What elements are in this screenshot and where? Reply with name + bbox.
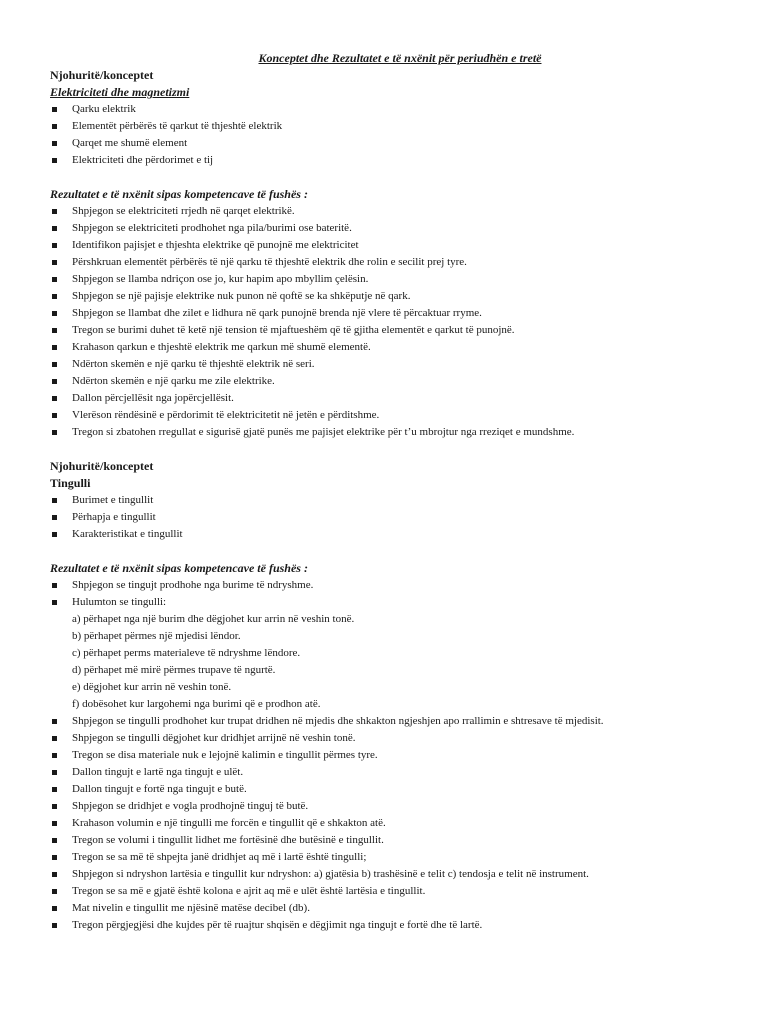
list-item: Dallon përcjellësit nga jopërcjellësit. <box>50 390 750 407</box>
list-item: Mat nivelin e tingullit me njësinë matëse decibel (db). <box>50 900 750 917</box>
list-item: Përhapja e tingullit <box>50 509 750 526</box>
list-item: Identifikon pajisjet e thjeshta elektrike që punojnë me elektricitet <box>50 237 750 254</box>
document-page <box>50 50 750 934</box>
list-item: Shpjegon se llamba ndriçon ose jo, kur hapim apo mbyllim çelësin. <box>50 271 750 288</box>
list-item: Tregon se disa materiale nuk e lejojnë kalimin e tingullit përmes tyre. <box>50 747 750 764</box>
sub-item: f) dobësohet kur largohemi nga burimi që e prodhon atë. <box>72 698 321 710</box>
list-item: Elementët përbërës të qarkut të thjeshtë elektrik <box>50 118 750 135</box>
list-item: Përshkruan elementët përbërës të një qarku të thjeshtë elektrik dhe rolin e secilit prej tyre. <box>50 254 750 271</box>
list-item: Krahason qarkun e thjeshtë elektrik me qarkun më shumë elementë. <box>50 339 750 356</box>
section1-results-heading: Rezultatet e të nxënit sipas kompetencave të fushës : <box>50 187 308 201</box>
section2-results-list <box>50 577 750 611</box>
list-item: Shpjegon si ndryshon lartësia e tingullit kur ndryshon: a) gjatësia b) trashësinë e telit c) tendosja e telit në instrument. <box>50 866 750 883</box>
list-item: Ndërton skemën e një qarku me zile elektrike. <box>50 373 750 390</box>
list-item: Burimet e tingullit <box>50 492 750 509</box>
spacer <box>50 169 750 186</box>
section1-subheading: Elektriciteti dhe magnetizmi <box>50 85 190 99</box>
list-item: Elektriciteti dhe përdorimet e tij <box>50 152 750 169</box>
list-item: Krahason volumin e një tingulli me forcën e tingullit që e shkakton atë. <box>50 815 750 832</box>
list-item: Qarqet me shumë element <box>50 135 750 152</box>
section2-results-heading: Rezultatet e të nxënit sipas kompetencave të fushës : <box>50 561 308 575</box>
list-item: Hulumton se tingulli: <box>50 594 750 611</box>
sub-item: a) përhapet nga një burim dhe dëgjohet kur arrin në veshin tonë. <box>72 613 355 625</box>
list-item: Qarku elektrik <box>50 101 750 118</box>
section2-subheading: Tingulli <box>50 476 91 490</box>
spacer <box>50 543 750 560</box>
sub-item: b) përhapet përmes një mjedisi lëndor. <box>72 630 241 642</box>
list-item: Tregon si zbatohen rregullat e sigurisë gjatë punës me pajisjet elektrike për t’u mbrojtur nga rreziqet e mundshme. <box>50 424 750 441</box>
section1-concepts-list <box>50 101 750 169</box>
sub-item: c) përhapet perms materialeve të ndryshme lëndore. <box>72 647 301 659</box>
section2-results-list-continued <box>50 713 750 934</box>
spacer <box>50 441 750 458</box>
list-item: Tregon se sa më e gjatë është kolona e ajrit aq më e ulët është lartësia e tingullit. <box>50 883 750 900</box>
list-item: Shpjegon se tingulli prodhohet kur trupat dridhen në mjedis dhe shkakton ngjeshjen apo rrallimin e shtresave të mjedisit. <box>50 713 750 730</box>
list-item: Karakteristikat e tingullit <box>50 526 750 543</box>
list-item: Shpjegon se një pajisje elektrike nuk punon në qoftë se ka shkëputje në qark. <box>50 288 750 305</box>
sub-item: d) përhapet më mirë përmes trupave të ngurtë. <box>72 664 276 676</box>
document-title: Konceptet dhe Rezultatet e të nxënit për periudhën e tretë <box>258 51 542 65</box>
list-item: Shpjegon se tingujt prodhohe nga burime të ndryshme. <box>50 577 750 594</box>
list-item: Shpjegon se dridhjet e vogla prodhojnë tinguj të butë. <box>50 798 750 815</box>
list-item: Tregon se volumi i tingullit lidhet me fortësinë dhe butësinë e tingullit. <box>50 832 750 849</box>
section2-heading: Njohuritë/konceptet <box>50 459 154 473</box>
list-item: Tregon përgjegjësi dhe kujdes për të ruajtur shqisën e dëgjimit nga tingujt e fortë dhe të lartë. <box>50 917 750 934</box>
list-item: Tregon se burimi duhet të ketë një tension të mjaftueshëm që të gjitha elementët e qarkut të punojnë. <box>50 322 750 339</box>
list-item: Ndërton skemën e një qarku të thjeshtë elektrik në seri. <box>50 356 750 373</box>
section1-heading: Njohuritë/konceptet <box>50 68 154 82</box>
list-item: Dallon tingujt e fortë nga tingujt e butë. <box>50 781 750 798</box>
list-item: Shpjegon se elektriciteti prodhohet nga pila/burimi ose bateritë. <box>50 220 750 237</box>
section2-concepts-list <box>50 492 750 543</box>
section1-results-list <box>50 203 750 441</box>
list-item: Shpjegon se elektriciteti rrjedh në qarqet elektrikë. <box>50 203 750 220</box>
sub-item: e) dëgjohet kur arrin në veshin tonë. <box>72 681 232 693</box>
list-item: Tregon se sa më të shpejta janë dridhjet aq më i lartë është tingulli; <box>50 849 750 866</box>
list-item: Vlerëson rëndësinë e përdorimit të elektricitetit në jetën e përditshme. <box>50 407 750 424</box>
list-item: Shpjegon se llambat dhe zilet e lidhura në qark punojnë brenda një vlere të përcaktuar rryme. <box>50 305 750 322</box>
list-item: Dallon tingujt e lartë nga tingujt e ulët. <box>50 764 750 781</box>
list-item: Shpjegon se tingulli dëgjohet kur dridhjet arrijnë në veshin tonë. <box>50 730 750 747</box>
